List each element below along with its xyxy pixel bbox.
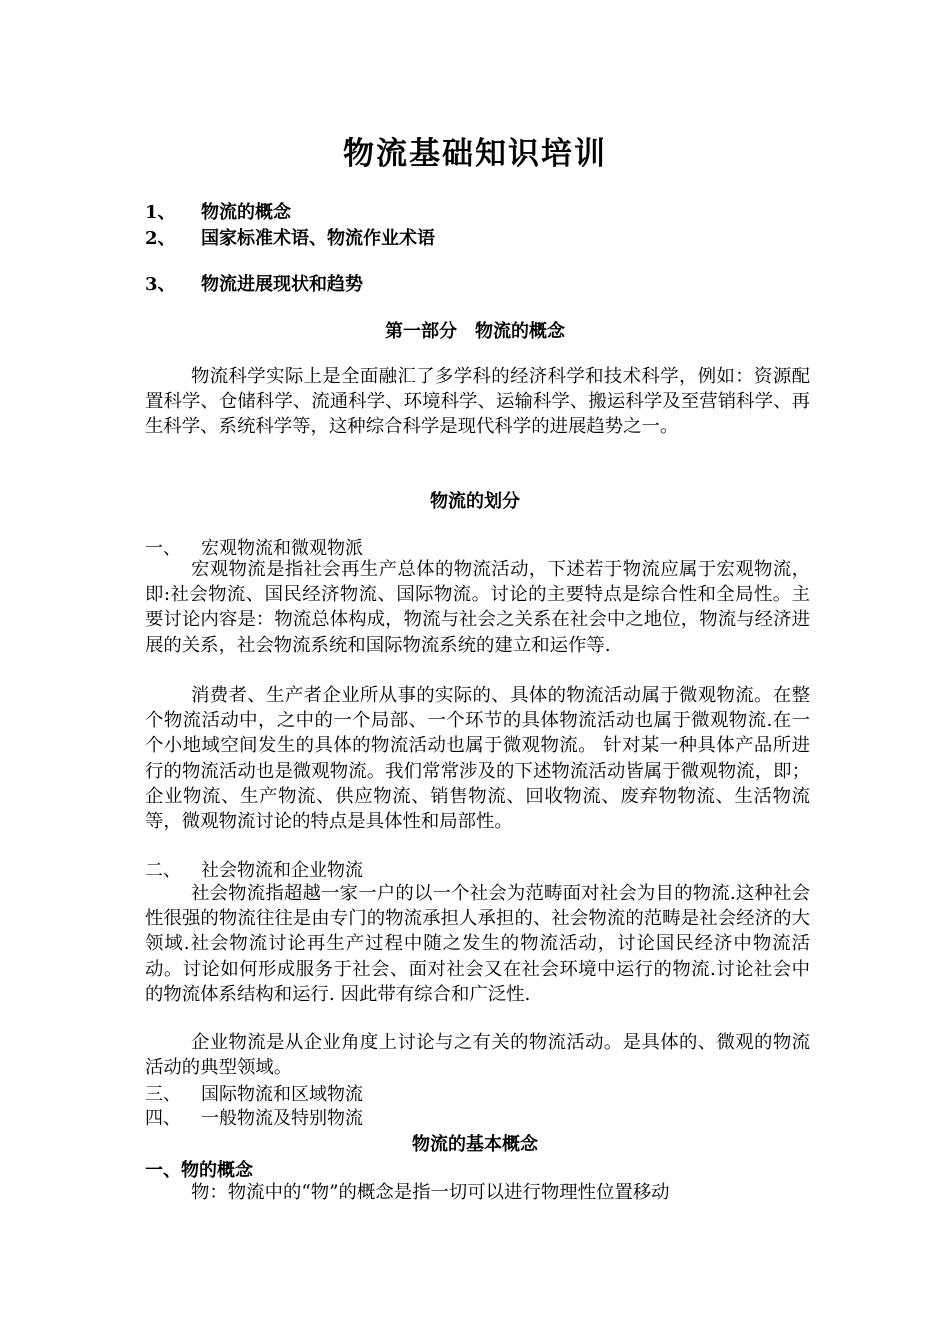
division-section-2 (145, 856, 363, 882)
toc-text: 物流的概念 (201, 202, 291, 223)
toc-item-1 (145, 198, 291, 224)
toc-number: 2、 (145, 228, 176, 249)
section-title: 社会物流和企业物流 (201, 860, 363, 881)
section-number: 一、 (145, 538, 181, 559)
section-number: 三、 (145, 1084, 181, 1105)
toc-text: 物流进展现状和趋势 (201, 274, 363, 295)
section-number: 二、 (145, 860, 181, 881)
basic-concepts-heading: 物流的基本概念 (412, 1134, 538, 1155)
toc-item-3 (145, 270, 363, 296)
division-heading: 物流的划分 (430, 491, 520, 512)
goods-concept-paragraph: 物：物流中的“物”的概念是指一切可以进行物理性位置移动 (191, 1182, 670, 1203)
part1-intro-paragraph: 物流科学实际上是全面融汇了多学科的经济科学和技术科学，例如：资源配置科学、仓储科学、流通科学、环境科学、运输科学、搬运科学及至营销科学、再生科学、系统科学等，这种综合科学是现代科学的进展趋势之一。 (145, 366, 810, 438)
section-title: 宏观物流和微观物派 (201, 538, 363, 559)
section-number: 一、 (145, 1160, 181, 1181)
enterprise-logistics-paragraph: 企业物流是从企业角度上讨论与之有关的物流活动。是具体的、微观的物流活动的典型领域。 (145, 1032, 810, 1079)
toc-number: 1、 (145, 202, 176, 223)
toc-text: 国家标准术语、物流作业术语 (201, 228, 435, 249)
toc-number: 3、 (145, 274, 176, 295)
part1-heading: 第一部分 物流的概念 (385, 321, 565, 342)
document-title: 物流基础知识培训 (343, 136, 607, 172)
division-section-4 (145, 1104, 363, 1130)
section-title: 物的概念 (181, 1160, 253, 1181)
section-title: 一般物流及特别物流 (201, 1108, 363, 1129)
division-section-3 (145, 1080, 363, 1106)
basic-section-1 (145, 1156, 253, 1182)
micro-logistics-paragraph: 消费者、生产者企业所从事的实际的、具体的物流活动属于微观物流。在整个物流活动中，之中的一个局部、一个环节的具体物流活动也属于微观物流.在一个小地域空间发生的具体的物流活动也属于微观物流。 针对某一种具体产品所进行的物流活动也是微观物流。我们常常涉及的下述物流活动皆属于微观物流，即；企业物流、生产物流、供应物流、销售物流、回收物流、废弃物物流、生活物流等，微观物流讨论的特点是具体性和局部性。 (145, 685, 810, 833)
section-title: 国际物流和区域物流 (201, 1084, 363, 1105)
toc-item-2 (145, 224, 435, 250)
social-logistics-paragraph: 社会物流指超越一家一户的以一个社会为范畴面对社会为目的物流.这种社会性很强的物流往往是由专门的物流承担人承担的、社会物流的范畴是社会经济的大领域.社会物流讨论再生产过程中随之发生的物流活动，讨论国民经济中物流活动。讨论如何形成服务于社会、面对社会又在社会环境中运行的物流.讨论社会中的物流体系结构和运行. 因此带有综合和广泛性. (145, 883, 810, 1005)
section-number: 四、 (145, 1108, 181, 1129)
macro-logistics-paragraph: 宏观物流是指社会再生产总体的物流活动，下述若于物流应属于宏观物流，即:社会物流、国民经济物流、国际物流。讨论的主要特点是综合性和全局性。主要讨论内容是：物流总体构成，物流与社会之关系在社会中之地位，物流与经济进展的关系，社会物流系统和国际物流系统的建立和运作等. (145, 559, 810, 656)
